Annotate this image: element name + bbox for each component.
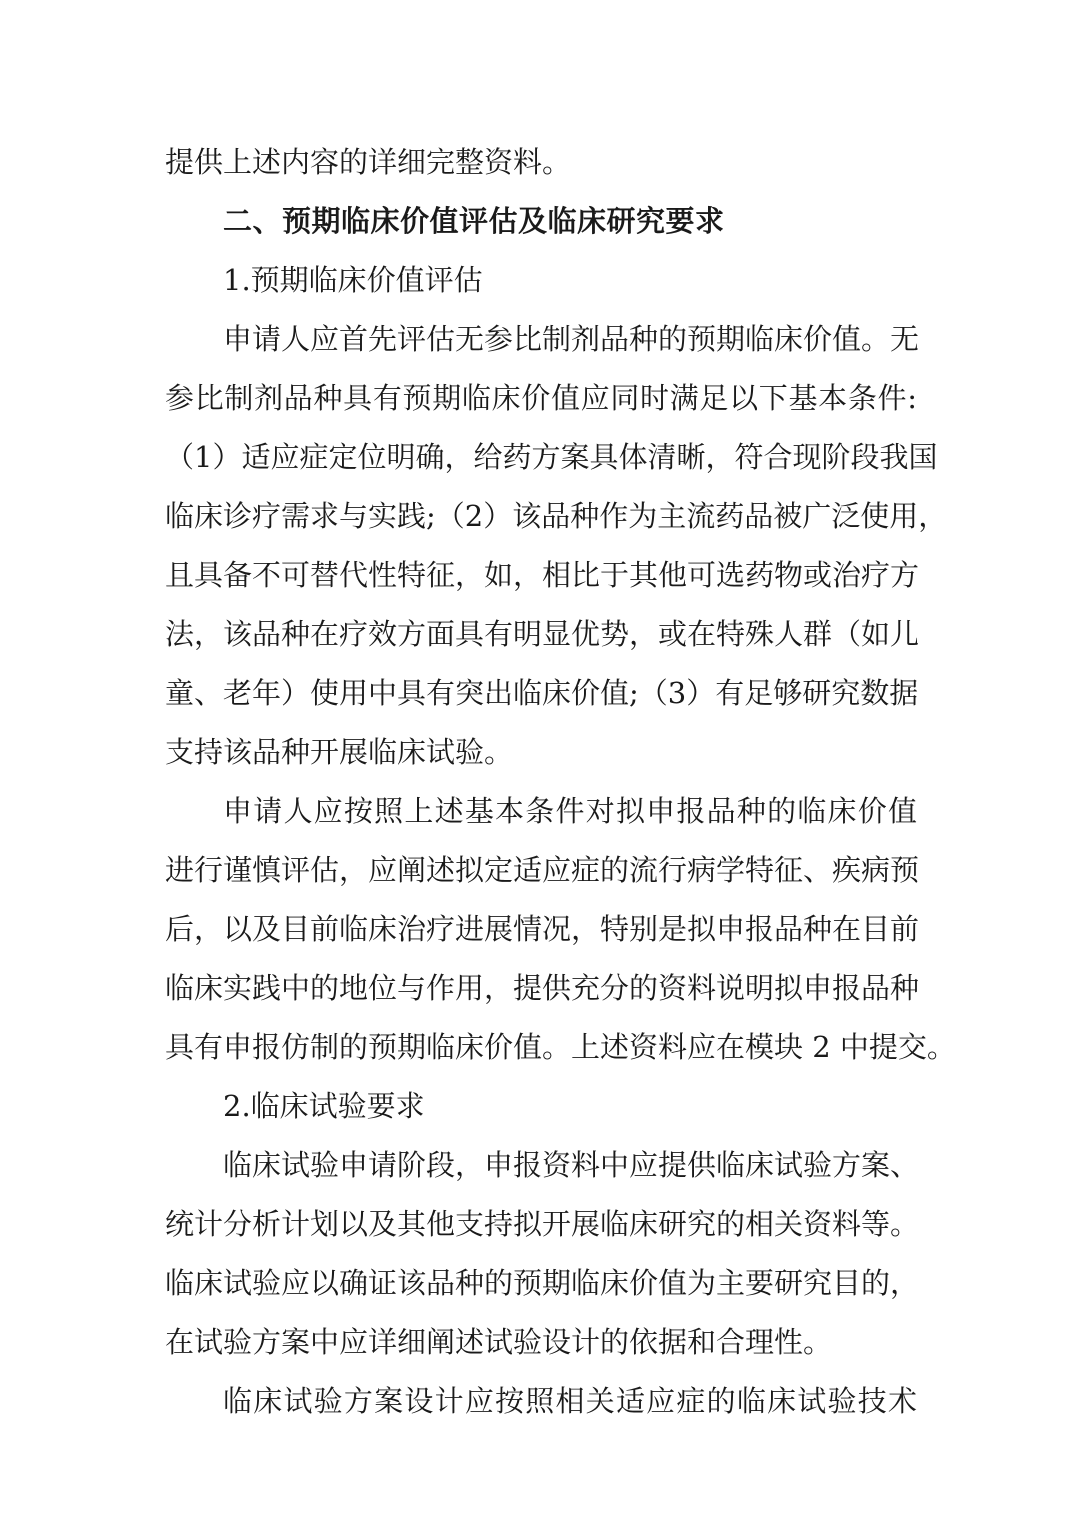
text-line: 临床试验方案设计应按照相关适应症的临床试验技术 — [223, 1384, 917, 1418]
text-line: 参比制剂品种具有预期临床价值应同时满足以下基本条件: — [165, 381, 917, 415]
text-line: 临床诊疗需求与实践;（2）该品种作为主流药品被广泛使用， — [165, 499, 948, 533]
text-line: 且具备不可替代性特征，如，相比于其他可选药物或治疗方 — [165, 558, 920, 592]
text-line: 在试验方案中应详细阐述试验设计的依据和合理性。 — [165, 1325, 833, 1359]
text-line: 支持该品种开展临床试验。 — [165, 735, 514, 769]
text-line: 临床试验申请阶段，申报资料中应提供临床试验方案、 — [223, 1148, 920, 1182]
text-line: 进行谨慎评估，应阐述拟定适应症的流行病学特征、疾病预 — [165, 853, 920, 887]
text-line: 具有申报仿制的预期临床价值。上述资料应在模块 2 中提交。 — [165, 1030, 956, 1064]
text-line: 申请人应按照上述基本条件对拟申报品种的临床价值 — [223, 794, 917, 828]
text-line: 临床试验应以确证该品种的预期临床价值为主要研究目的， — [165, 1266, 920, 1300]
subsection-heading: 1.预期临床价值评估 — [223, 263, 483, 297]
text-line: 提供上述内容的详细完整资料。 — [165, 145, 572, 179]
text-line: （1）适应症定位明确，给药方案具体清晰，符合现阶段我国 — [165, 440, 938, 474]
text-line: 后，以及目前临床治疗进展情况，特别是拟申报品种在目前 — [165, 912, 920, 946]
section-heading: 二、预期临床价值评估及临床研究要求 — [223, 204, 725, 238]
text-line: 申请人应首先评估无参比制剂品种的预期临床价值。无 — [223, 322, 920, 356]
text-line: 童、老年）使用中具有突出临床价值;（3）有足够研究数据 — [165, 676, 919, 710]
subsection-heading: 2.临床试验要求 — [223, 1089, 425, 1123]
document-page — [165, 133, 956, 1431]
text-line: 法，该品种在疗效方面具有明显优势，或在特殊人群（如儿 — [165, 617, 920, 651]
text-line: 临床实践中的地位与作用，提供充分的资料说明拟申报品种 — [165, 971, 920, 1005]
text-line: 统计分析计划以及其他支持拟开展临床研究的相关资料等。 — [165, 1207, 920, 1241]
